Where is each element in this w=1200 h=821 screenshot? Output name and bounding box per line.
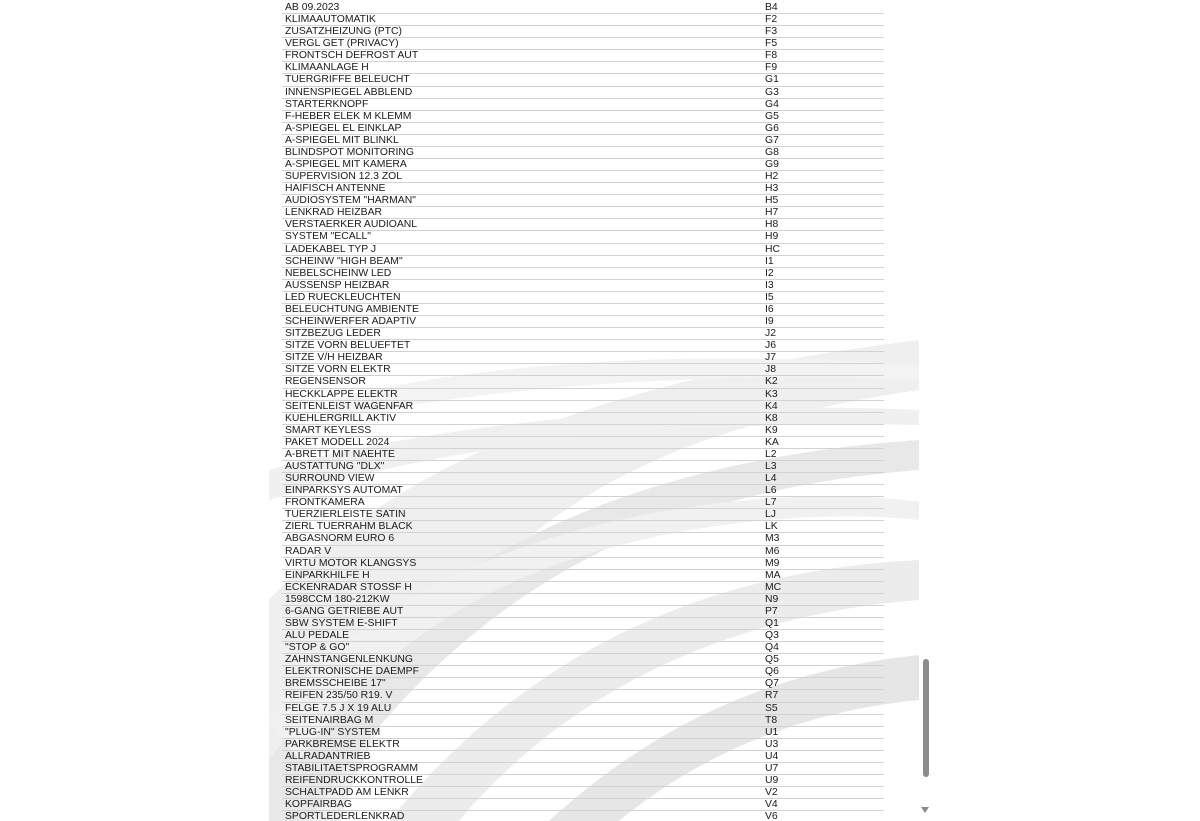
option-code: KA [765,436,779,448]
table-row [269,521,919,533]
table-row [269,219,919,231]
option-description: FELGE 7.5 J X 19 ALU [285,702,392,714]
option-code: LK [765,521,778,533]
table-row [269,413,919,425]
option-code: U9 [765,775,779,786]
option-description: SITZE VORN BELUEFTET [285,340,411,352]
table-row [269,147,919,159]
option-description: VIRTU MOTOR KLANGSYS [285,557,417,569]
table-row [269,2,919,14]
table-row [269,195,919,207]
option-description: F-HEBER ELEK M KLEMM [285,110,412,122]
option-code: I9 [765,316,774,328]
table-row [269,231,919,243]
table-row [269,304,919,316]
option-description: ELEKTRONISCHE DAEMPF [285,666,419,678]
option-description: STARTERKNOPF [285,98,369,110]
option-code: F3 [765,26,778,38]
option-code: L3 [765,460,777,472]
option-code: J6 [765,340,776,352]
option-code: V4 [765,799,778,811]
table-row [269,654,919,666]
option-description: AB 09.2023 [285,2,340,13]
option-code: G3 [765,86,779,98]
option-code: L6 [765,485,777,497]
option-code: U7 [765,762,779,774]
option-code: K3 [765,388,778,400]
option-code: H5 [765,195,779,207]
option-description: STABILITAETSPROGRAMM [285,762,418,774]
table-row [269,437,919,449]
table-row [269,449,919,461]
option-code: G6 [765,122,779,134]
option-code: K9 [765,424,778,436]
option-description: REIFEN 235/50 R19. V [285,690,393,702]
option-description: A-SPIEGEL MIT KAMERA [285,159,407,171]
option-description: LED RUECKLEUCHTEN [285,291,401,303]
option-description: AUSTATTUNG "DLX" [285,460,385,472]
option-description: SPORTLEDERLENKRAD [285,811,405,821]
vertical-scrollbar[interactable] [919,0,931,821]
table-row [269,425,919,437]
option-code: G8 [765,146,779,158]
table-row [269,811,919,821]
option-code: Q4 [765,642,779,654]
option-description: HAIFISCH ANTENNE [285,183,386,195]
table-row [269,715,919,727]
document-viewer [269,0,931,821]
option-description: A-BRETT MIT NAEHTE [285,448,395,460]
table-row [269,401,919,413]
table-row [269,751,919,763]
table-row [269,473,919,485]
table-row [269,739,919,751]
table-row [269,123,919,135]
table-row [269,582,919,594]
table-row [269,256,919,268]
option-description: SMART KEYLESS [285,424,372,436]
option-description: SITZE V/H HEIZBAR [285,352,383,364]
option-description: 6-GANG GETRIEBE AUT [285,605,404,617]
option-description: SUPERVISION 12.3 ZOL [285,171,403,183]
option-code: I1 [765,255,774,267]
option-description: FRONTKAMERA [285,497,365,509]
table-row [269,678,919,690]
option-description: SCHALTPADD AM LENKR [285,787,409,799]
table-row [269,159,919,171]
table-row [269,497,919,509]
option-description: SEITENAIRBAG M [285,714,374,726]
option-description: EINPARKHILFE H [285,569,370,581]
option-code: F9 [765,62,778,74]
option-description: RADAR V [285,545,332,557]
table-row [269,787,919,799]
table-row [269,328,919,340]
option-description: PAKET MODELL 2024 [285,436,390,448]
option-description: KLIMAANLAGE H [285,62,369,74]
option-description: TUERGRIFFE BELEUCHT [285,74,410,86]
option-description: AUSSENSP HEIZBAR [285,279,390,291]
option-description: REIFENDRUCKKONTROLLE [285,775,423,786]
option-description: SBW SYSTEM E-SHIFT [285,617,398,629]
option-code: Q3 [765,630,779,642]
option-code: Q6 [765,666,779,678]
table-row [269,558,919,570]
option-description: SCHEINWERFER ADAPTIV [285,316,417,328]
option-code: J8 [765,364,776,376]
option-code: R7 [765,690,779,702]
table-row [269,352,919,364]
table-row [269,50,919,62]
option-code: U1 [765,726,779,738]
option-code: F8 [765,50,778,62]
option-code: H2 [765,171,779,183]
option-code: P7 [765,605,778,617]
table-row [269,99,919,111]
table-row [269,799,919,811]
option-code: U4 [765,750,779,762]
table-row [269,135,919,147]
table-row [269,183,919,195]
option-code: U3 [765,738,779,750]
table-row [269,280,919,292]
option-description: ALLRADANTRIEB [285,750,371,762]
table-row [269,340,919,352]
option-description: PARKBREMSE ELEKTR [285,738,400,750]
option-description: BELEUCHTUNG AMBIENTE [285,303,419,315]
table-row [269,690,919,702]
option-description: KUEHLERGRILL AKTIV [285,412,397,424]
table-row [269,775,919,787]
option-description: AUDIOSYSTEM "HARMAN" [285,195,416,207]
table-row [269,364,919,376]
option-code: M6 [765,545,780,557]
option-description: ECKENRADAR STOSSF H [285,581,412,593]
table-row [269,244,919,256]
option-code: H3 [765,183,779,195]
table-row [269,485,919,497]
option-code: H8 [765,219,779,231]
table-row [269,171,919,183]
option-description: ZUSATZHEIZUNG (PTC) [285,26,402,38]
option-code: G7 [765,134,779,146]
option-description: SITZE VORN ELEKTR [285,364,391,376]
option-code: Q7 [765,678,779,690]
option-code: MA [765,569,781,581]
option-description: KOPFAIRBAG [285,799,352,811]
option-code-list [269,2,919,821]
option-code: L4 [765,473,777,485]
option-code: H9 [765,231,779,243]
option-description: KLIMAAUTOMATIK [285,14,376,26]
option-code: V6 [765,811,778,821]
option-code: G9 [765,159,779,171]
table-row [269,389,919,401]
option-description: ZIERL TUERRAHM BLACK [285,521,413,533]
table-row [269,727,919,739]
table-row [269,87,919,99]
option-description: "STOP & GO" [285,642,350,654]
option-code: L2 [765,448,777,460]
option-code: I2 [765,267,774,279]
table-row [269,62,919,74]
table-row [269,509,919,521]
option-description: EINPARKSYS AUTOMAT [285,485,403,497]
table-row [269,763,919,775]
table-row [269,376,919,388]
option-description: SITZBEZUG LEDER [285,328,381,340]
table-row [269,666,919,678]
option-description: REGENSENSOR [285,376,366,388]
option-description: VERSTAERKER AUDIOANL [285,219,418,231]
table-row [269,606,919,618]
option-code: B4 [765,2,778,13]
table-row [269,111,919,123]
option-description: LADEKABEL TYP J [285,243,377,255]
table-row [269,461,919,473]
option-description: ALU PEDALE [285,630,350,642]
table-row [269,38,919,50]
option-code: K8 [765,412,778,424]
table-row [269,268,919,280]
option-code: MC [765,581,782,593]
option-description: ABGASNORM EURO 6 [285,533,395,545]
option-code: T8 [765,714,778,726]
table-row [269,546,919,558]
option-code: G1 [765,74,779,86]
option-code: K2 [765,376,778,388]
option-code: G4 [765,98,779,110]
table-row [269,207,919,219]
option-description: HECKKLAPPE ELEKTR [285,388,398,400]
option-description: "PLUG-IN" SYSTEM [285,726,381,738]
table-row [269,630,919,642]
table-row [269,570,919,582]
option-description: LENKRAD HEIZBAR [285,207,383,219]
option-code: S5 [765,702,778,714]
scroll-down-arrow-icon[interactable] [921,807,929,813]
option-description: SCHEINW "HIGH BEAM" [285,255,403,267]
option-code: F5 [765,38,778,50]
option-code: G5 [765,110,779,122]
option-code: K4 [765,400,778,412]
option-code: Q1 [765,617,779,629]
table-row [269,533,919,545]
table-row [269,26,919,38]
option-description: 1598CCM 180-212KW [285,593,390,605]
option-description: TUERZIERLEISTE SATIN [285,509,406,521]
table-row [269,703,919,715]
option-description: SYSTEM "ECALL" [285,231,371,243]
document-page [269,0,919,821]
option-description: SURROUND VIEW [285,473,375,485]
option-code: Q5 [765,654,779,666]
option-description: SEITENLEIST WAGENFAR [285,400,414,412]
table-row [269,14,919,26]
option-code: L7 [765,497,777,509]
option-code: LJ [765,509,776,521]
option-code: M3 [765,533,780,545]
option-description: BREMSSCHEIBE 17" [285,678,386,690]
option-description: NEBELSCHEINW LED [285,267,392,279]
table-row [269,74,919,86]
table-row [269,316,919,328]
option-code: I5 [765,291,774,303]
scrollbar-thumb[interactable] [923,659,929,777]
option-description: VERGL GET (PRIVACY) [285,38,399,50]
option-code: J7 [765,352,776,364]
option-code: H7 [765,207,779,219]
option-code: I3 [765,279,774,291]
option-code: M9 [765,557,780,569]
option-description: FRONTSCH DEFROST AUT [285,50,419,62]
option-code: F2 [765,14,778,26]
table-row [269,594,919,606]
option-code: J2 [765,328,776,340]
option-code: I6 [765,303,774,315]
table-row [269,642,919,654]
option-description: ZAHNSTANGENLENKUNG [285,654,413,666]
option-code: HC [765,243,781,255]
option-code: N9 [765,593,779,605]
option-description: INNENSPIEGEL ABBLEND [285,86,413,98]
option-description: A-SPIEGEL EL EINKLAP [285,122,402,134]
option-description: BLINDSPOT MONITORING [285,146,414,158]
table-row [269,292,919,304]
table-row [269,618,919,630]
option-description: A-SPIEGEL MIT BLINKL [285,134,399,146]
option-code: V2 [765,787,778,799]
